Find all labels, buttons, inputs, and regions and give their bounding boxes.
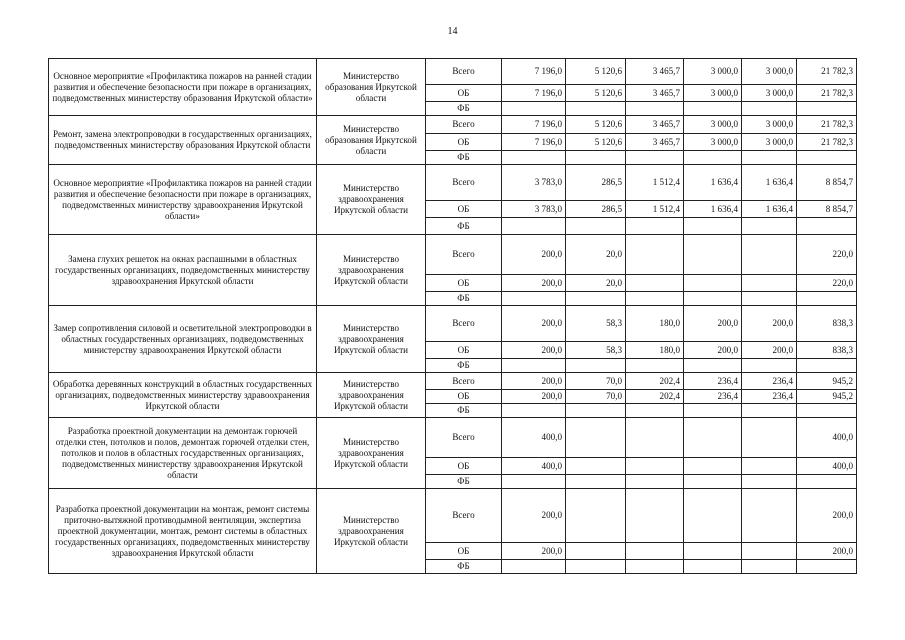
year-value-cell: 3 000,0 bbox=[742, 134, 797, 151]
year-value-cell: 3 000,0 bbox=[684, 85, 742, 102]
page-number: 14 bbox=[447, 26, 458, 37]
year-value-cell: 1 636,4 bbox=[684, 165, 742, 201]
year-value-cell bbox=[566, 489, 626, 543]
year-value-cell bbox=[742, 275, 797, 292]
funding-source-cell: ФБ bbox=[426, 475, 502, 489]
year-value-cell: 200,0 bbox=[502, 306, 566, 342]
year-value-cell bbox=[566, 458, 626, 475]
funding-source-cell: ОБ bbox=[426, 275, 502, 292]
year-value-cell bbox=[502, 218, 566, 235]
year-value-cell bbox=[626, 458, 684, 475]
year-value-cell bbox=[502, 102, 566, 116]
year-value-cell: 200,0 bbox=[684, 306, 742, 342]
year-value-cell bbox=[626, 404, 684, 418]
year-value-cell bbox=[626, 418, 684, 458]
table-row bbox=[49, 489, 857, 543]
year-value-cell: 3 000,0 bbox=[742, 116, 797, 134]
year-value-cell: 5 120,6 bbox=[566, 85, 626, 102]
year-value-cell: 20,0 bbox=[566, 235, 626, 275]
year-value-cell: 3 783,0 bbox=[502, 165, 566, 201]
year-value-cell: 236,4 bbox=[742, 390, 797, 404]
year-value-cell: 7 196,0 bbox=[502, 59, 566, 85]
total-value-cell bbox=[797, 151, 857, 165]
year-value-cell: 3 000,0 bbox=[684, 116, 742, 134]
year-value-cell bbox=[684, 543, 742, 560]
table-row bbox=[49, 165, 857, 201]
event-name-cell: Ремонт, замена электропроводки в государственных организациях, подведомственных министерству образования Иркутской области bbox=[49, 116, 317, 165]
year-value-cell bbox=[502, 359, 566, 373]
year-value-cell: 200,0 bbox=[502, 489, 566, 543]
year-value-cell bbox=[742, 151, 797, 165]
year-value-cell bbox=[684, 458, 742, 475]
year-value-cell bbox=[742, 418, 797, 458]
year-value-cell bbox=[626, 292, 684, 306]
event-name-cell: Разработка проектной документации на демонтаж горючей отделки стен, потолков и полов, демонтаж горючей отделки стен, потолков и полов в областных государственных организациях, подведомственных министерству здравоохранения Иркутской области bbox=[49, 418, 317, 489]
total-value-cell: 220,0 bbox=[797, 275, 857, 292]
year-value-cell bbox=[742, 475, 797, 489]
year-value-cell bbox=[742, 489, 797, 543]
year-value-cell: 1 512,4 bbox=[626, 201, 684, 218]
total-value-cell: 21 782,3 bbox=[797, 134, 857, 151]
year-value-cell bbox=[684, 275, 742, 292]
funding-source-cell: ОБ bbox=[426, 201, 502, 218]
year-value-cell bbox=[742, 102, 797, 116]
year-value-cell bbox=[684, 102, 742, 116]
year-value-cell bbox=[742, 458, 797, 475]
total-value-cell: 220,0 bbox=[797, 235, 857, 275]
year-value-cell: 200,0 bbox=[502, 390, 566, 404]
funding-source-cell: Всего bbox=[426, 418, 502, 458]
year-value-cell: 70,0 bbox=[566, 390, 626, 404]
year-value-cell bbox=[626, 359, 684, 373]
year-value-cell: 58,3 bbox=[566, 306, 626, 342]
year-value-cell bbox=[626, 235, 684, 275]
year-value-cell bbox=[626, 560, 684, 574]
year-value-cell bbox=[502, 151, 566, 165]
year-value-cell: 180,0 bbox=[626, 306, 684, 342]
year-value-cell bbox=[566, 560, 626, 574]
year-value-cell: 3 000,0 bbox=[742, 59, 797, 85]
funding-source-cell: Всего bbox=[426, 59, 502, 85]
year-value-cell: 286,5 bbox=[566, 165, 626, 201]
executor-cell: Министерство здравоохранения Иркутской области bbox=[317, 489, 426, 574]
table-row bbox=[49, 235, 857, 275]
year-value-cell: 400,0 bbox=[502, 458, 566, 475]
year-value-cell bbox=[626, 218, 684, 235]
year-value-cell bbox=[626, 543, 684, 560]
total-value-cell: 8 854,7 bbox=[797, 201, 857, 218]
event-name-cell: Обработка деревянных конструкций в областных государственных организациях, подведомственных министерству здравоохранения Иркутской области bbox=[49, 373, 317, 418]
year-value-cell: 200,0 bbox=[684, 342, 742, 359]
funding-source-cell: ФБ bbox=[426, 218, 502, 235]
year-value-cell bbox=[742, 292, 797, 306]
total-value-cell: 21 782,3 bbox=[797, 116, 857, 134]
total-value-cell bbox=[797, 102, 857, 116]
year-value-cell: 400,0 bbox=[502, 418, 566, 458]
year-value-cell: 202,4 bbox=[626, 390, 684, 404]
year-value-cell: 200,0 bbox=[502, 543, 566, 560]
year-value-cell bbox=[684, 292, 742, 306]
year-value-cell bbox=[684, 235, 742, 275]
funding-source-cell: ФБ bbox=[426, 292, 502, 306]
year-value-cell bbox=[684, 218, 742, 235]
year-value-cell: 236,4 bbox=[684, 390, 742, 404]
year-value-cell: 180,0 bbox=[626, 342, 684, 359]
year-value-cell: 200,0 bbox=[742, 306, 797, 342]
total-value-cell: 200,0 bbox=[797, 543, 857, 560]
total-value-cell bbox=[797, 359, 857, 373]
table-row bbox=[49, 373, 857, 390]
year-value-cell bbox=[566, 151, 626, 165]
funding-source-cell: Всего bbox=[426, 116, 502, 134]
year-value-cell: 3 465,7 bbox=[626, 134, 684, 151]
year-value-cell: 7 196,0 bbox=[502, 116, 566, 134]
event-name-cell: Основное мероприятие «Профилактика пожаров на ранней стадии развития и обеспечение безопасности при пожаре в организациях, подведомственных министерству образования Иркутской области» bbox=[49, 59, 317, 116]
total-value-cell: 8 854,7 bbox=[797, 165, 857, 201]
executor-cell: Министерство здравоохранения Иркутской области bbox=[317, 235, 426, 306]
total-value-cell: 838,3 bbox=[797, 342, 857, 359]
year-value-cell: 58,3 bbox=[566, 342, 626, 359]
year-value-cell: 200,0 bbox=[742, 342, 797, 359]
year-value-cell: 7 196,0 bbox=[502, 134, 566, 151]
year-value-cell bbox=[684, 151, 742, 165]
year-value-cell: 1 512,4 bbox=[626, 165, 684, 201]
executor-cell: Министерство здравоохранения Иркутской области bbox=[317, 165, 426, 235]
year-value-cell bbox=[626, 489, 684, 543]
year-value-cell bbox=[742, 404, 797, 418]
executor-cell: Министерство здравоохранения Иркутской области bbox=[317, 418, 426, 489]
total-value-cell: 400,0 bbox=[797, 458, 857, 475]
total-value-cell: 400,0 bbox=[797, 418, 857, 458]
year-value-cell: 1 636,4 bbox=[742, 165, 797, 201]
funding-source-cell: ОБ bbox=[426, 342, 502, 359]
funding-source-cell: ФБ bbox=[426, 102, 502, 116]
year-value-cell bbox=[684, 489, 742, 543]
year-value-cell: 200,0 bbox=[502, 373, 566, 390]
year-value-cell bbox=[742, 560, 797, 574]
year-value-cell bbox=[566, 102, 626, 116]
year-value-cell bbox=[626, 151, 684, 165]
funding-source-cell: ОБ bbox=[426, 134, 502, 151]
table-row bbox=[49, 306, 857, 342]
year-value-cell: 202,4 bbox=[626, 373, 684, 390]
year-value-cell: 236,4 bbox=[742, 373, 797, 390]
year-value-cell: 3 000,0 bbox=[684, 134, 742, 151]
year-value-cell: 5 120,6 bbox=[566, 134, 626, 151]
year-value-cell bbox=[626, 275, 684, 292]
year-value-cell: 200,0 bbox=[502, 342, 566, 359]
total-value-cell bbox=[797, 292, 857, 306]
year-value-cell: 200,0 bbox=[502, 275, 566, 292]
total-value-cell bbox=[797, 475, 857, 489]
year-value-cell: 20,0 bbox=[566, 275, 626, 292]
total-value-cell: 21 782,3 bbox=[797, 59, 857, 85]
year-value-cell bbox=[566, 218, 626, 235]
year-value-cell bbox=[626, 475, 684, 489]
year-value-cell bbox=[684, 404, 742, 418]
executor-cell: Министерство образования Иркутской области bbox=[317, 116, 426, 165]
funding-source-cell: ФБ bbox=[426, 404, 502, 418]
year-value-cell: 1 636,4 bbox=[684, 201, 742, 218]
funding-source-cell: Всего bbox=[426, 306, 502, 342]
year-value-cell bbox=[566, 404, 626, 418]
executor-cell: Министерство здравоохранения Иркутской области bbox=[317, 306, 426, 373]
year-value-cell bbox=[626, 102, 684, 116]
event-name-cell: Замер сопротивления силовой и осветительной электропроводки в областных государственных организациях, подведомственных министерству здравоохранения Иркутской области bbox=[49, 306, 317, 373]
year-value-cell: 70,0 bbox=[566, 373, 626, 390]
total-value-cell: 838,3 bbox=[797, 306, 857, 342]
year-value-cell: 3 465,7 bbox=[626, 85, 684, 102]
year-value-cell: 236,4 bbox=[684, 373, 742, 390]
funding-source-cell: ФБ bbox=[426, 560, 502, 574]
year-value-cell: 3 465,7 bbox=[626, 116, 684, 134]
executor-cell: Министерство здравоохранения Иркутской области bbox=[317, 373, 426, 418]
year-value-cell bbox=[742, 235, 797, 275]
year-value-cell: 7 196,0 bbox=[502, 85, 566, 102]
total-value-cell: 21 782,3 bbox=[797, 85, 857, 102]
total-value-cell: 945,2 bbox=[797, 373, 857, 390]
year-value-cell: 3 465,7 bbox=[626, 59, 684, 85]
funding-source-cell: ФБ bbox=[426, 151, 502, 165]
year-value-cell: 5 120,6 bbox=[566, 116, 626, 134]
budget-table bbox=[48, 58, 857, 574]
table-row bbox=[49, 59, 857, 85]
total-value-cell: 200,0 bbox=[797, 489, 857, 543]
event-name-cell: Разработка проектной документации на монтаж, ремонт системы приточно-вытяжной противодымной вентиляции, экспертиза проектной документации, монтаж, ремонт системы в областных государственных организациях, подведомственных министерству здравоохранения Иркутской области bbox=[49, 489, 317, 574]
funding-source-cell: Всего bbox=[426, 165, 502, 201]
year-value-cell bbox=[502, 292, 566, 306]
funding-source-cell: Всего bbox=[426, 235, 502, 275]
event-name-cell: Замена глухих решеток на окнах распашными в областных государственных организациях, подведомственных министерству здравоохранения Иркутской области bbox=[49, 235, 317, 306]
year-value-cell bbox=[684, 475, 742, 489]
total-value-cell bbox=[797, 560, 857, 574]
year-value-cell: 286,5 bbox=[566, 201, 626, 218]
year-value-cell: 3 783,0 bbox=[502, 201, 566, 218]
year-value-cell: 1 636,4 bbox=[742, 201, 797, 218]
year-value-cell bbox=[742, 543, 797, 560]
funding-source-cell: ОБ bbox=[426, 85, 502, 102]
year-value-cell bbox=[566, 359, 626, 373]
total-value-cell: 945,2 bbox=[797, 390, 857, 404]
table-row bbox=[49, 116, 857, 134]
year-value-cell bbox=[742, 218, 797, 235]
year-value-cell: 3 000,0 bbox=[684, 59, 742, 85]
funding-source-cell: ФБ bbox=[426, 359, 502, 373]
year-value-cell bbox=[566, 475, 626, 489]
year-value-cell bbox=[566, 418, 626, 458]
year-value-cell bbox=[742, 359, 797, 373]
funding-source-cell: ОБ bbox=[426, 390, 502, 404]
funding-source-cell: ОБ bbox=[426, 543, 502, 560]
year-value-cell bbox=[684, 418, 742, 458]
funding-source-cell: ОБ bbox=[426, 458, 502, 475]
year-value-cell: 3 000,0 bbox=[742, 85, 797, 102]
executor-cell: Министерство образования Иркутской области bbox=[317, 59, 426, 116]
event-name-cell: Основное мероприятие «Профилактика пожаров на ранней стадии развития и обеспечение безопасности при пожаре в организациях, подведомственных министерству здравоохранения Иркутской области» bbox=[49, 165, 317, 235]
year-value-cell bbox=[566, 543, 626, 560]
year-value-cell bbox=[684, 560, 742, 574]
total-value-cell bbox=[797, 404, 857, 418]
total-value-cell bbox=[797, 218, 857, 235]
year-value-cell bbox=[502, 475, 566, 489]
year-value-cell: 200,0 bbox=[502, 235, 566, 275]
year-value-cell bbox=[502, 560, 566, 574]
table-row bbox=[49, 418, 857, 458]
year-value-cell bbox=[566, 292, 626, 306]
year-value-cell: 5 120,6 bbox=[566, 59, 626, 85]
year-value-cell bbox=[502, 404, 566, 418]
funding-source-cell: Всего bbox=[426, 489, 502, 543]
funding-source-cell: Всего bbox=[426, 373, 502, 390]
year-value-cell bbox=[684, 359, 742, 373]
